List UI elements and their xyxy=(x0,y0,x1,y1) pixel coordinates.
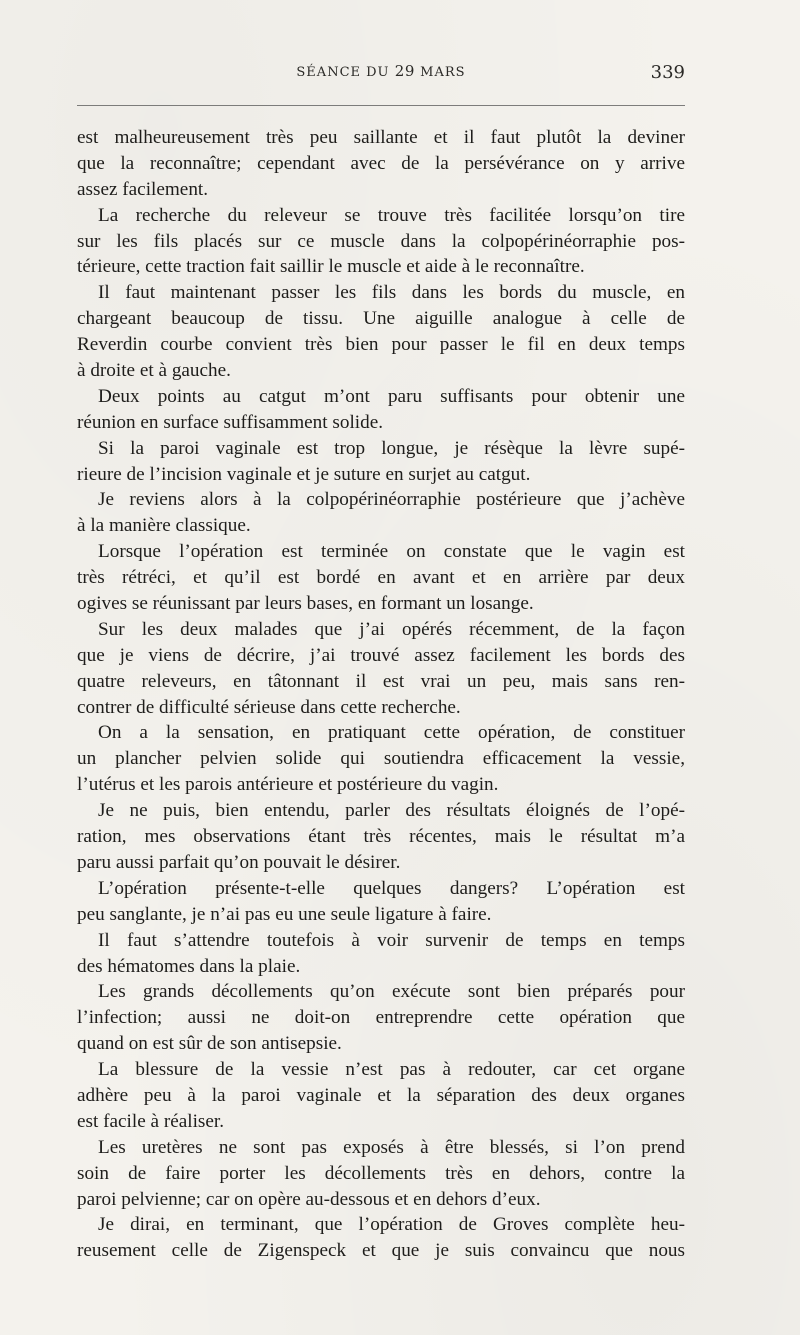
text-line: que la reconnaître; cependant avec de la persévérance on y arrive xyxy=(77,152,685,174)
text-line: adhère peu à la paroi vaginale et la séparation des deux organes xyxy=(77,1084,685,1106)
text-line: On a la sensation, en pratiquant cette opération, de constituer xyxy=(98,722,685,744)
text-line: quatre releveurs, en tâtonnant il est vrai un peu, mais sans ren- xyxy=(77,670,685,692)
text-line: Je dirai, en terminant, que l’opération de Groves complète heu- xyxy=(98,1214,685,1236)
running-head-title xyxy=(77,62,685,80)
text-line: est malheureusement très peu saillante et il faut plutôt la deviner xyxy=(77,127,685,148)
text-line: reusement celle de Zigenspeck et que je suis convaincu que nous xyxy=(77,1240,685,1262)
text-line: réunion en surface suffisamment solide. xyxy=(77,411,384,433)
text-line: l’utérus et les parois antérieure et postérieure du vagin. xyxy=(77,774,499,796)
text-line: un plancher pelvien solide qui soutiendra efficacement la vessie, xyxy=(77,748,685,770)
text-line: paru aussi parfait qu’on pouvait le désirer. xyxy=(77,851,401,873)
running-head xyxy=(77,62,685,92)
running-head-prefix: SÉANCE DU xyxy=(296,65,390,80)
text-line: Les grands décollements qu’on exécute sont bien préparés pour xyxy=(98,981,685,1003)
text-line: est facile à réaliser. xyxy=(77,1110,225,1132)
text-line: à droite et à gauche. xyxy=(77,360,231,382)
text-line: peu sanglante, je n’ai pas eu une seule ligature à faire. xyxy=(77,903,492,925)
text-line: soin de faire porter les décollements très en dehors, contre la xyxy=(77,1162,685,1184)
text-line: Si la paroi vaginale est trop longue, je résèque la lèvre supé- xyxy=(98,437,685,459)
text-line: Lorsque l’opération est terminée on constate que le vagin est xyxy=(98,541,685,563)
text-line: Je ne puis, bien entendu, parler des résultats éloignés de l’opé- xyxy=(98,800,685,822)
text-line: paroi pelvienne; car on opère au-dessous et en dehors d’eux. xyxy=(77,1188,541,1210)
text-line: La recherche du releveur se trouve très facilitée lorsqu’on tire xyxy=(98,204,685,226)
text-line: sur les fils placés sur ce muscle dans la colpopérinéorraphie pos- xyxy=(77,230,685,252)
text-line: que je viens de décrire, j’ai trouvé assez facilement les bords des xyxy=(77,644,685,666)
text-line: Sur les deux malades que j’ai opérés récemment, de la façon xyxy=(98,618,685,640)
header-rule xyxy=(77,105,685,106)
text-line: Reverdin courbe convient très bien pour passer le fil en deux temps xyxy=(77,334,685,356)
text-line: contrer de difficulté sérieuse dans cette recherche. xyxy=(77,696,461,718)
text-line: à la manière classique. xyxy=(77,515,251,537)
body-text xyxy=(77,125,685,1264)
text-line: L’opération présente-t-elle quelques dangers? L’opération est xyxy=(98,877,685,899)
text-line: ration, mes observations étant très récentes, mais le résultat m’a xyxy=(77,826,685,848)
text-line: ogives se réunissant par leurs bases, en formant un losange. xyxy=(77,593,534,615)
text-line: des hématomes dans la plaie. xyxy=(77,955,301,977)
text-line: Il faut s’attendre toutefois à voir survenir de temps en temps xyxy=(98,929,685,951)
text-line: Les uretères ne sont pas exposés à être blessés, si l’on prend xyxy=(98,1136,685,1158)
text-line: Il faut maintenant passer les fils dans les bords du muscle, en xyxy=(98,282,685,304)
text-line: assez facilement. xyxy=(77,178,209,200)
text-line: Deux points au catgut m’ont paru suffisants pour obtenir une xyxy=(98,385,685,407)
text-line: quand on est sûr de son antisepsie. xyxy=(77,1033,342,1055)
running-head-month: MARS xyxy=(420,65,466,80)
text-line: l’infection; aussi ne doit-on entreprendre cette opération que xyxy=(77,1007,685,1029)
text-line: La blessure de la vessie n’est pas à redouter, car cet organe xyxy=(98,1059,685,1081)
text-line: rieure de l’incision vaginale et je suture en surjet au catgut. xyxy=(77,463,531,485)
running-head-day: 29 xyxy=(394,62,415,80)
page-number: 339 xyxy=(650,62,685,83)
text-line: très rétréci, et qu’il est bordé en avant et en arrière par deux xyxy=(77,567,685,589)
text-line: chargeant beaucoup de tissu. Une aiguille analogue à celle de xyxy=(77,308,685,330)
text-line: Je reviens alors à la colpopérinéorraphie postérieure que j’achève xyxy=(98,489,685,511)
text-line: térieure, cette traction fait saillir le muscle et aide à le reconnaître. xyxy=(77,256,585,278)
